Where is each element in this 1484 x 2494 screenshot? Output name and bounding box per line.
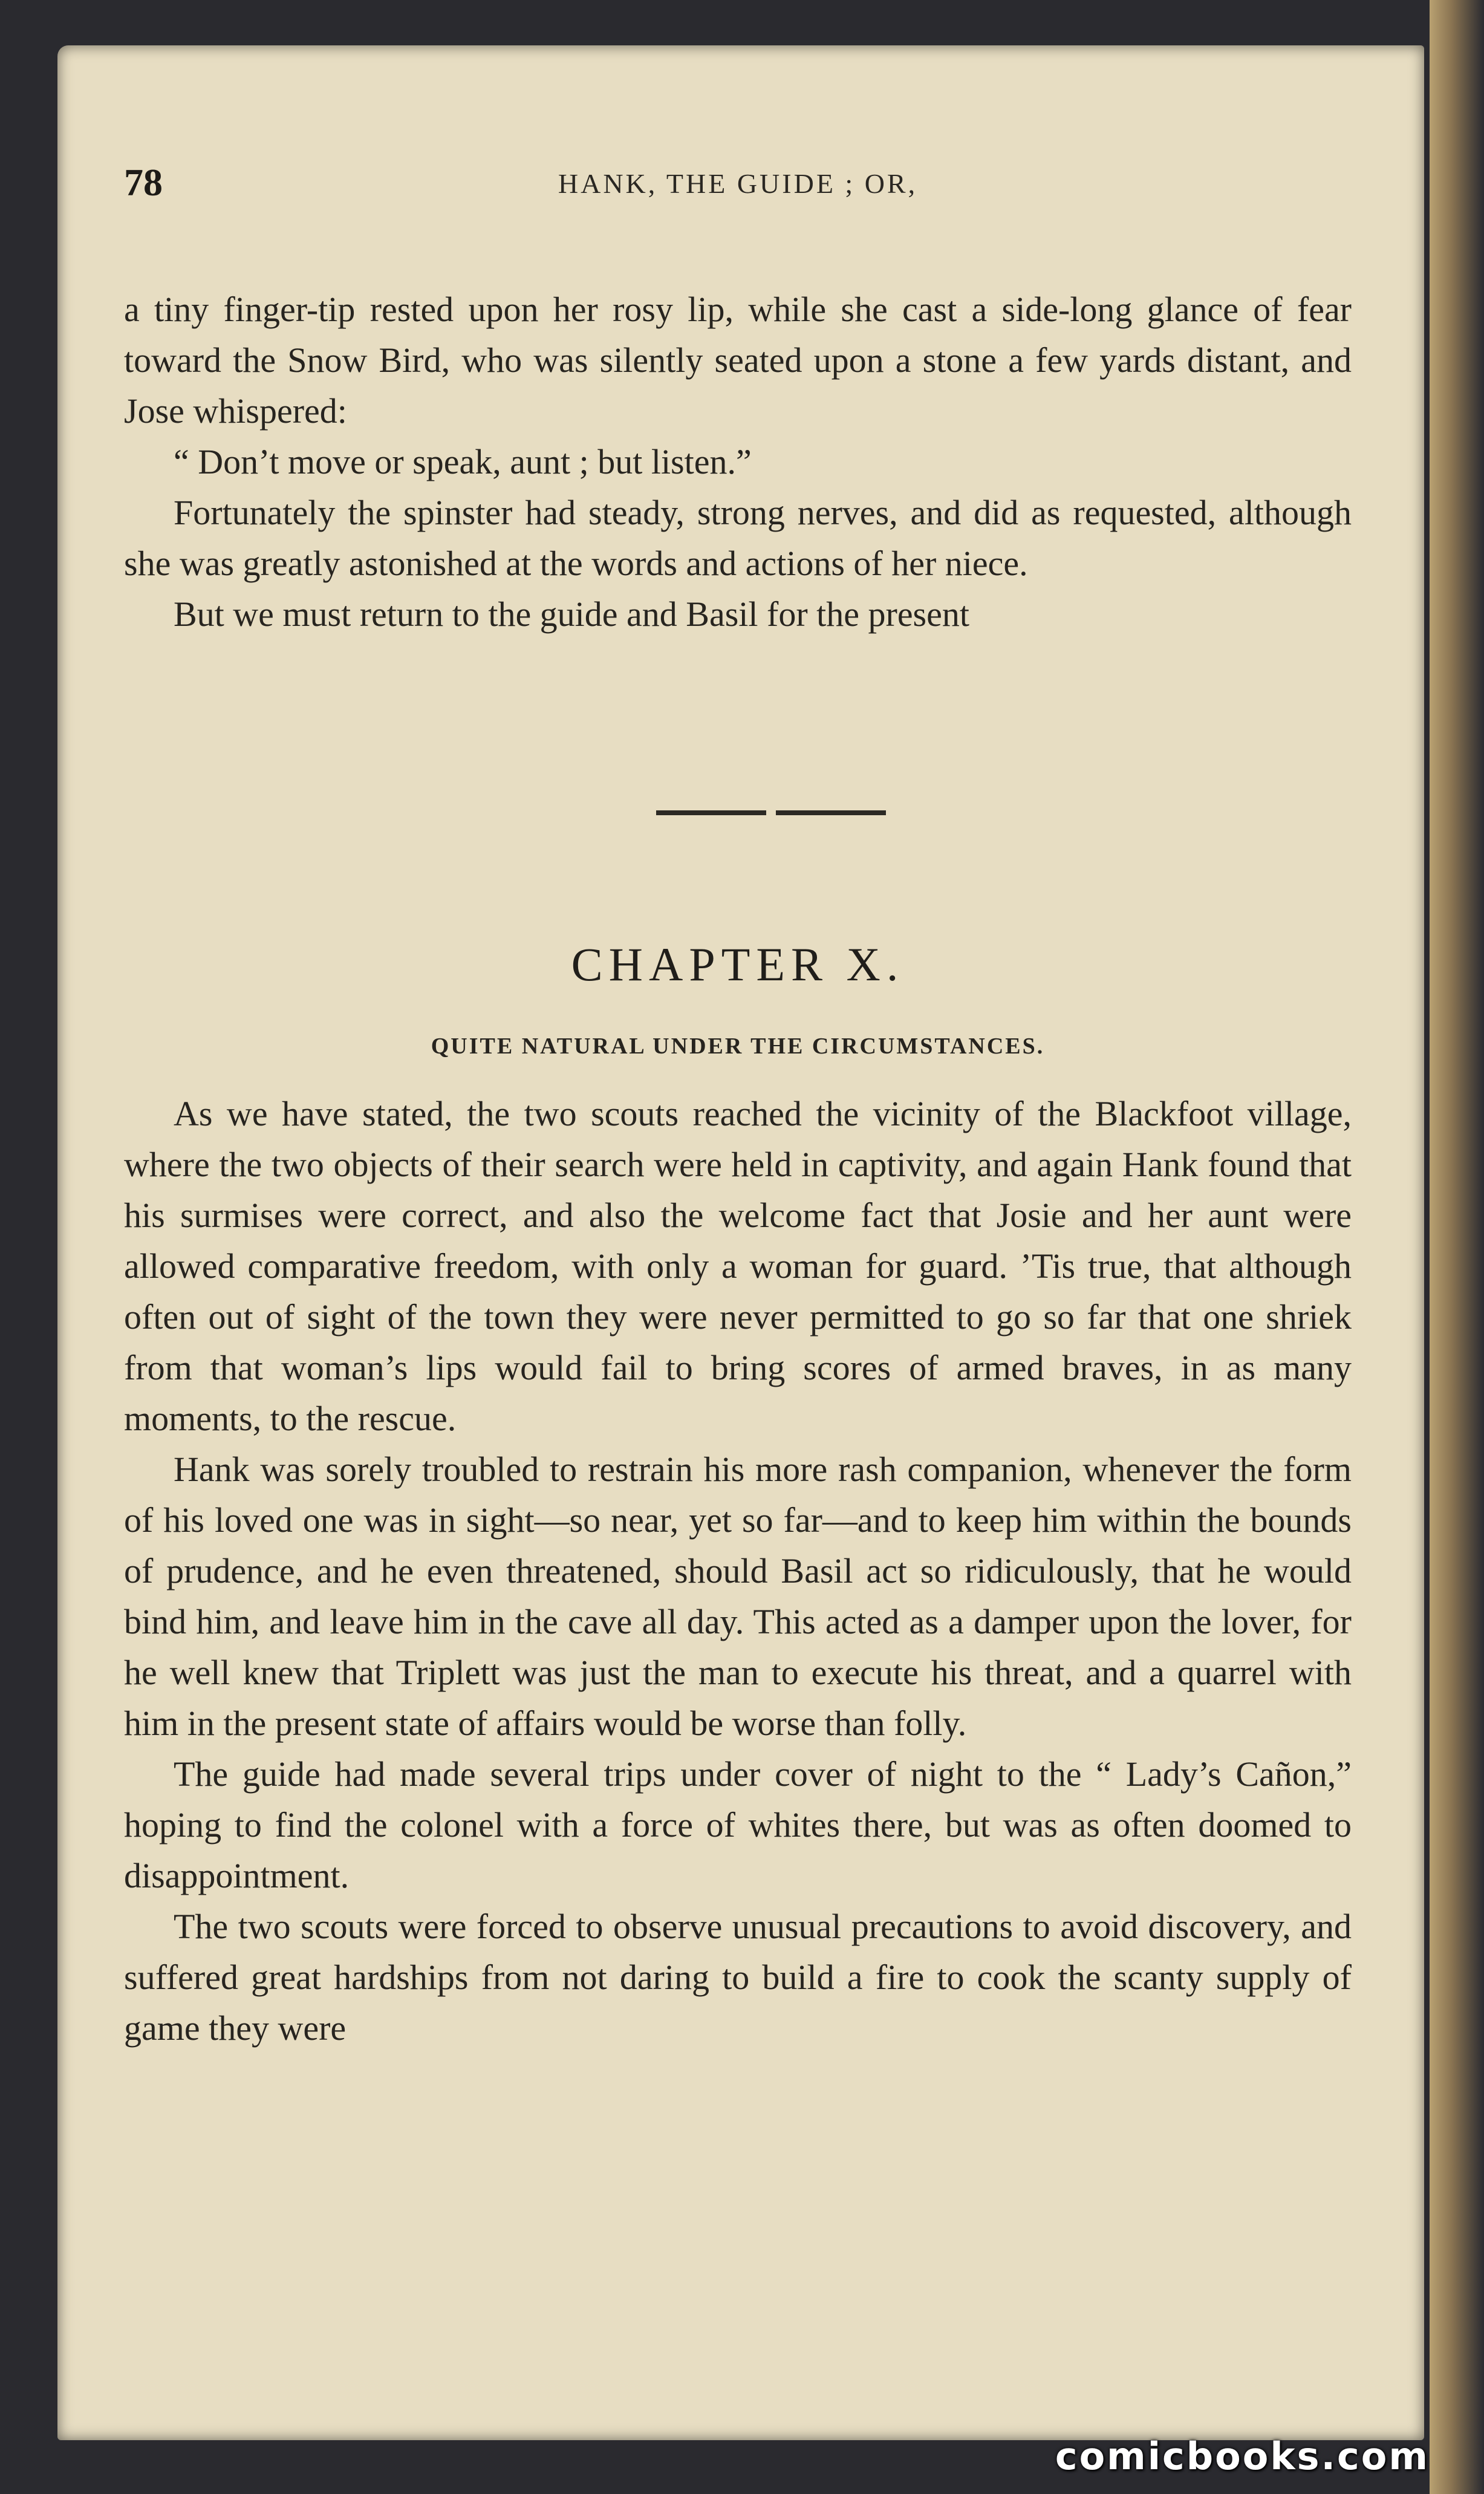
binding-edge (1430, 0, 1484, 2494)
paragraph: The two scouts were forced to observe unusual precautions to avoid discovery, and suffered great hardships from not daring to build a fire to cook the scanty supply of game they were (124, 1907, 1352, 2048)
chapter-subtitle: QUITE NATURAL UNDER THE CIRCUMSTANCES. (431, 1034, 1045, 1059)
paragraph: a tiny finger-tip rested upon her rosy lip, while she cast a side-long glance of fear toward the Snow Bird, who was silently seated upon a stone a few yards distant, and Jose whispered: (124, 290, 1352, 431)
running-title: HANK, THE GUIDE ; OR, (558, 168, 918, 199)
page-header (124, 160, 1352, 215)
paragraph: But we must return to the guide and Basil for the present (174, 594, 969, 634)
paragraph: “ Don’t move or speak, aunt ; but listen.” (174, 442, 752, 481)
paragraph: As we have stated, the two scouts reached the vicinity of the Blackfoot village, where the two objects of their search were held in captivity, and again Hank found that his surmises were correct, and also the welcome fact that Josie and her aunt were allowed comparative freedom, with only a woman for guard. ’Tis true, that although often out of sight of the town they were never permitted to go so far that one shriek from that woman’s lips would fail to bring scores of armed braves, in as many moments, to the rescue. (124, 1094, 1352, 1438)
watermark: comicbooks.com (1055, 2434, 1430, 2478)
section-break-rule (656, 810, 886, 816)
paragraph: Fortunately the spinster had steady, strong nerves, and did as requested, although she was greatly astonished at the words and actions of her niece. (124, 493, 1352, 583)
text-block-top (124, 284, 1352, 640)
page-number: 78 (124, 161, 163, 204)
paragraph: The guide had made several trips under cover of night to the “ Lady’s Cañon,” hoping to find the colonel with a force of whites there, but was as often doomed to disappointment. (124, 1754, 1352, 1895)
paragraph: Hank was sorely troubled to restrain his more rash companion, whenever the form of his loved one was in sight—so near, yet so far—and to keep him within the bounds of prudence, and he even threatened, should Basil act so ridiculously, that he would bind him, and leave him in the cave all day. This acted as a damper upon the lover, for he well knew that Triplett was just the man to execute his threat, and a quarrel with him in the present state of affairs would be worse than folly. (124, 1450, 1352, 1743)
chapter-title: CHAPTER X. (571, 938, 905, 991)
text-block-body (124, 1089, 1352, 2054)
